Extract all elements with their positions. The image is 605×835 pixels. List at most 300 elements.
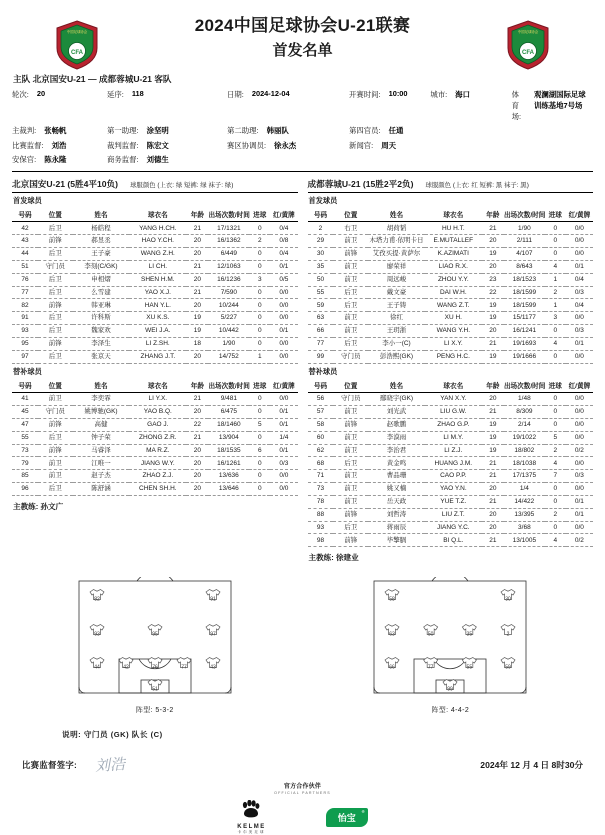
cell-cards: 0/1 [566, 508, 593, 521]
cell-num: 51 [12, 260, 38, 273]
cell-age: 19 [186, 312, 208, 325]
cell-apps: 12/1063 [208, 260, 249, 273]
cell-name: 戴文豪 [368, 286, 425, 299]
cell-num: 97 [12, 350, 38, 363]
cell-pos: 后卫 [333, 286, 368, 299]
cell-name: 江唯一 [73, 457, 130, 470]
cell-apps: 18/1523 [504, 273, 545, 286]
cell-num: 77 [308, 337, 334, 350]
away-coach-label: 主教练: [308, 553, 334, 563]
cell-kit: SHEN H.M. [129, 273, 186, 286]
cell-kit: LIAO R.X. [425, 260, 482, 273]
cell-cards: 0/1 [270, 406, 297, 419]
partners-title: 官方合作伙伴 [283, 784, 322, 791]
cell-age: 21 [186, 431, 208, 444]
cell-num: 2 [308, 222, 334, 235]
meta-field-label: 主裁判: [12, 126, 37, 136]
jersey-marker [206, 625, 220, 638]
cell-cards: 0/3 [270, 457, 297, 470]
cell-cards: 0/0 [566, 418, 593, 431]
cell-apps: 17/1321 [208, 222, 249, 235]
meta-field-label: 延序: [107, 90, 124, 100]
cell-kit: MA R.Z. [129, 444, 186, 457]
cell-pos: 后卫 [333, 337, 368, 350]
cell-apps: 9/481 [208, 393, 249, 406]
cell-goals: 2 [249, 235, 270, 248]
meta-field [349, 125, 593, 136]
cell-num: 57 [308, 406, 334, 419]
cell-num: 88 [308, 508, 334, 521]
cell-name: 郝昱丞 [73, 235, 130, 248]
cell-name: 陈舒涵 [73, 483, 130, 496]
cell-apps: 18/1535 [208, 444, 249, 457]
column-header: 号码 [308, 379, 334, 393]
cell-pos: 守门员 [333, 393, 368, 406]
cell-goals: 0 [249, 457, 270, 470]
cell-num: 85 [12, 470, 38, 483]
home-team-column [12, 178, 298, 563]
cell-num: 55 [308, 286, 334, 299]
cell-cards: 0/3 [566, 325, 593, 338]
cell-cards: 0/2 [566, 444, 593, 457]
column-header: 位置 [38, 208, 73, 222]
cell-kit: XU K.S. [129, 312, 186, 325]
column-header: 年龄 [186, 208, 208, 222]
cell-goals: 0 [545, 325, 566, 338]
cell-kit: LI M.Y. [425, 431, 482, 444]
cell-num: 96 [12, 483, 38, 496]
meta-field [12, 154, 107, 165]
table-row [12, 406, 298, 419]
cell-pos: 后卫 [38, 483, 73, 496]
cell-name: 张京天 [73, 350, 130, 363]
cell-pos: 前锋 [333, 418, 368, 431]
cell-pos: 后卫 [38, 350, 73, 363]
cell-apps: 3/68 [504, 521, 545, 534]
cell-goals: 0 [249, 393, 270, 406]
cell-kit: YAN X.Y. [425, 393, 482, 406]
jersey-marker [90, 658, 104, 671]
home-coach-label: 主教练: [13, 501, 39, 511]
meta-field-value: 张畅帆 [44, 126, 67, 136]
cell-num: 68 [308, 457, 334, 470]
jersey-number: 30 [505, 596, 512, 603]
jersey-number: 50 [428, 631, 434, 638]
cell-goals: 0 [249, 312, 270, 325]
jersey-marker [501, 625, 515, 638]
away-team-name: 成都蓉城U-21 (15胜2平2负) [307, 178, 414, 189]
cell-goals: 5 [249, 418, 270, 431]
jersey-number: 58 [389, 596, 396, 603]
meta-field [227, 89, 349, 122]
table-row [12, 350, 298, 363]
cell-num: 29 [308, 235, 334, 248]
cell-age: 19 [482, 299, 504, 312]
cell-name: 徐红 [368, 312, 425, 325]
cell-apps: 10/442 [208, 325, 249, 338]
cell-kit: YAO Y.N. [425, 483, 482, 496]
jersey-marker [148, 680, 162, 693]
jersey-number: 51 [151, 686, 158, 693]
cell-name: 木塔力甫·依明卡日 [368, 235, 425, 248]
formation-caption: 阵型: [431, 707, 449, 715]
cell-kit: YAO B.Q. [129, 406, 186, 419]
partner-logos [0, 800, 605, 835]
meta-field [12, 125, 107, 136]
cell-num: 62 [308, 444, 334, 457]
table-row [12, 418, 298, 431]
cell-name: 钟子荣 [73, 431, 130, 444]
cell-goals: 0 [545, 495, 566, 508]
column-header: 出场次数/时间 [208, 379, 249, 393]
cell-kit: WEI J.A. [129, 325, 186, 338]
column-header: 姓名 [73, 208, 130, 222]
table-header-row [308, 379, 594, 393]
cell-age: 20 [482, 393, 504, 406]
jersey-marker [206, 658, 220, 671]
cell-cards: 0/0 [270, 393, 297, 406]
cell-pos: 前卫 [333, 406, 368, 419]
table-row [12, 222, 298, 235]
jersey-marker [177, 658, 191, 671]
home-pitch-diagram [75, 577, 235, 697]
column-header: 出场次数/时间 [504, 379, 545, 393]
yiyang-logo: 怡宝 ® [326, 808, 368, 827]
cell-pos: 前卫 [38, 393, 73, 406]
jersey-number: 55 [466, 664, 473, 671]
table-row [12, 312, 298, 325]
cell-name: 刘哲涛 [368, 508, 425, 521]
cell-name: 许科斯 [73, 312, 130, 325]
cell-cards: 1/4 [270, 431, 297, 444]
cell-num: 47 [12, 418, 38, 431]
cell-kit: K.AZIMATI [425, 248, 482, 261]
kelme-logo [237, 800, 266, 835]
cell-cards: 0/0 [566, 222, 593, 235]
cell-apps: 1/48 [504, 393, 545, 406]
cell-cards: 0/0 [566, 483, 593, 496]
cell-apps: 18/1460 [208, 418, 249, 431]
away-starters-table [308, 208, 594, 364]
cell-goals: 4 [545, 260, 566, 273]
cell-name: 胡荷韬 [368, 222, 425, 235]
home-starters-label: 首发球员 [13, 195, 42, 205]
cell-cards: 0/0 [270, 350, 297, 363]
cell-goals: 0 [545, 235, 566, 248]
partners-subtitle: OFFICIAL PARTNERS [274, 791, 331, 796]
column-header: 进球 [249, 208, 270, 222]
cell-pos: 后卫 [333, 299, 368, 312]
cell-apps: 6/449 [208, 248, 249, 261]
cell-apps: 4/107 [504, 248, 545, 261]
cell-apps: 16/1261 [208, 457, 249, 470]
column-header: 出场次数/时间 [504, 208, 545, 222]
jersey-marker [90, 625, 104, 638]
cell-pos: 前卫 [38, 470, 73, 483]
away-team-header [308, 178, 594, 193]
jersey-marker [119, 658, 133, 671]
cell-name: 马睿泽 [73, 444, 130, 457]
cell-name: 赵子杰 [73, 470, 130, 483]
home-substitutes-body [12, 393, 298, 496]
cell-cards: 0/1 [566, 495, 593, 508]
cell-age: 18 [186, 337, 208, 350]
home-formation [12, 577, 298, 715]
cell-goals: 6 [249, 444, 270, 457]
cell-goals: 0 [249, 325, 270, 338]
cell-goals: 0 [249, 337, 270, 350]
cell-age: 21 [186, 286, 208, 299]
away-subs-label: 替补球员 [308, 366, 338, 376]
table-row [12, 286, 298, 299]
cell-goals: 5 [545, 431, 566, 444]
table-row [12, 444, 298, 457]
cell-kit: LI X.Y. [425, 337, 482, 350]
cell-apps: 19/1666 [504, 350, 545, 363]
table-row [308, 495, 594, 508]
cell-apps: 16/1362 [208, 235, 249, 248]
jersey-marker [424, 625, 438, 638]
signature-date: 2024年 12 月 4 日 8时30分 [480, 759, 583, 770]
jersey-number: 95 [151, 631, 158, 638]
cell-kit: LI Z.SH. [129, 337, 186, 350]
match-meta [12, 73, 593, 172]
cell-kit: WANG Z.H. [129, 248, 186, 261]
table-row [308, 431, 594, 444]
column-header: 年龄 [482, 379, 504, 393]
cell-apps: 1/90 [208, 337, 249, 350]
cell-pos: 前卫 [333, 495, 368, 508]
home-team-name: 北京国安U-21 (5胜4平10负) [12, 178, 119, 189]
away-substitutes-body [308, 393, 594, 547]
cell-kit: XU H. [425, 312, 482, 325]
cell-num: 91 [12, 312, 38, 325]
home-coach [12, 501, 298, 512]
cell-kit: DAI W.H. [425, 286, 482, 299]
column-header: 进球 [249, 379, 270, 393]
cell-goals: 1 [249, 350, 270, 363]
column-header: 红/黄牌 [566, 208, 593, 222]
jersey-number: 77 [180, 664, 187, 671]
cell-cards: 0/0 [566, 312, 593, 325]
jersey-number: 91 [209, 596, 216, 603]
home-team-header [12, 178, 298, 193]
column-header: 红/黄牌 [270, 379, 297, 393]
cell-num: 77 [12, 286, 38, 299]
meta-field-label: 城市: [430, 90, 448, 100]
table-row [308, 299, 594, 312]
cell-apps: 6/475 [208, 406, 249, 419]
cell-pos: 后卫 [333, 521, 368, 534]
cell-age: 19 [186, 325, 208, 338]
table-row [12, 483, 298, 496]
cell-age: 22 [482, 286, 504, 299]
cell-pos: 前锋 [333, 508, 368, 521]
table-row [308, 260, 594, 273]
cell-kit: HAO Y.CH. [129, 235, 186, 248]
column-header: 号码 [12, 208, 38, 222]
cell-num: 56 [308, 393, 334, 406]
cell-name: 艾孜买提·黄萨尔 [368, 248, 425, 261]
cell-age: 20 [186, 470, 208, 483]
meta-field [349, 89, 430, 122]
table-row [308, 534, 594, 547]
table-row [308, 418, 594, 431]
cell-pos: 前锋 [38, 337, 73, 350]
meta-field [107, 154, 227, 165]
cell-cards: 0/4 [566, 273, 593, 286]
cell-kit: GAO J. [129, 418, 186, 431]
away-substitutes-table [308, 379, 594, 548]
cell-age: 20 [186, 350, 208, 363]
jersey-number: 76 [151, 664, 158, 671]
cell-kit: WANG Y.H. [425, 325, 482, 338]
cell-name: 李奕霏 [73, 393, 130, 406]
jersey-marker [385, 590, 399, 603]
column-header: 姓名 [368, 379, 425, 393]
cell-goals: 0 [249, 299, 270, 312]
cell-pos: 守门员 [38, 260, 73, 273]
meta-field [227, 125, 349, 136]
jersey-marker [206, 590, 220, 603]
cell-cards: 0/1 [270, 260, 297, 273]
cell-cards: 0/4 [270, 248, 297, 261]
jersey-marker [148, 625, 162, 638]
cell-cards: 0/1 [566, 260, 593, 273]
cell-num: 58 [308, 418, 334, 431]
cell-apps: 13/1005 [504, 534, 545, 547]
cell-goals: 7 [545, 470, 566, 483]
cell-age: 20 [186, 483, 208, 496]
cell-kit: JIANG Y.C. [425, 521, 482, 534]
signature-row [22, 754, 583, 775]
cell-apps: 18/1599 [504, 286, 545, 299]
cell-cards: 0/0 [566, 521, 593, 534]
cell-name: 李泽生 [73, 337, 130, 350]
cell-cards: 0/1 [270, 444, 297, 457]
cell-apps: 14/422 [504, 495, 545, 508]
column-header: 位置 [333, 208, 368, 222]
table-row [308, 222, 594, 235]
meta-field-value: 徐永杰 [274, 140, 297, 150]
table-row [308, 248, 594, 261]
meta-field-label: 日期: [227, 90, 244, 100]
page-subtitle: 首发名单 [272, 41, 333, 59]
cell-pos: 前锋 [38, 418, 73, 431]
cell-name: 姚博驰(GK) [73, 406, 130, 419]
table-row [12, 337, 298, 350]
cell-pos: 后卫 [38, 273, 73, 286]
cell-pos: 后卫 [38, 431, 73, 444]
cell-goals: 2 [545, 508, 566, 521]
jersey-marker [501, 590, 515, 603]
table-row [308, 470, 594, 483]
cell-num: 93 [12, 325, 38, 338]
home-starters-body [12, 222, 298, 363]
cell-age: 20 [482, 508, 504, 521]
meta-field-value: 任通 [388, 126, 404, 136]
cell-name: 李治君 [368, 444, 425, 457]
cell-age: 21 [482, 457, 504, 470]
cell-goals: 0 [545, 483, 566, 496]
cell-age: 20 [186, 444, 208, 457]
column-header: 号码 [308, 208, 334, 222]
meta-field-value: 陈永隆 [44, 154, 67, 164]
jersey-number: 42 [122, 664, 129, 671]
cell-cards: 0/8 [270, 235, 297, 248]
cell-pos: 前卫 [333, 470, 368, 483]
cell-kit: ZHAO Z.J. [129, 470, 186, 483]
cell-num: 43 [12, 235, 38, 248]
cell-apps: 18/1599 [504, 299, 545, 312]
column-header: 红/黄牌 [566, 379, 593, 393]
meta-field-value: 周天 [381, 140, 397, 150]
cell-name: 彭浩熙(GK) [368, 350, 425, 363]
cell-kit: ZHONG Z.R. [129, 431, 186, 444]
table-row [308, 286, 594, 299]
away-formation [308, 577, 594, 715]
cell-kit: CAO P.P. [425, 470, 482, 483]
cell-apps: 10/244 [208, 299, 249, 312]
cell-num: 30 [308, 248, 334, 261]
cell-goals: 0 [249, 286, 270, 299]
table-row [308, 483, 594, 496]
cell-age: 23 [482, 273, 504, 286]
table-row [12, 393, 298, 406]
cell-name: 杨皓程 [73, 222, 130, 235]
table-row [12, 299, 298, 312]
cell-age: 19 [482, 350, 504, 363]
cell-apps: 5/227 [208, 312, 249, 325]
cell-apps: 19/1693 [504, 337, 545, 350]
cell-age: 20 [482, 521, 504, 534]
cell-age: 19 [482, 431, 504, 444]
meta-field-label: 比赛监督: [12, 140, 44, 150]
cell-apps: 18/802 [504, 444, 545, 457]
cell-name: 刘光武 [368, 406, 425, 419]
cell-age: 20 [482, 325, 504, 338]
cell-cards: 0/2 [566, 534, 593, 547]
cell-pos: 前卫 [333, 444, 368, 457]
meta-field [512, 89, 593, 122]
cell-kit: LI Z.J. [425, 444, 482, 457]
cell-kit: ZHAO G.P. [425, 418, 482, 431]
cell-name: 么雪建 [73, 286, 130, 299]
table-row [308, 273, 594, 286]
table-row [12, 470, 298, 483]
cell-cards: 0/0 [270, 470, 297, 483]
cell-kit: LI CH. [129, 260, 186, 273]
column-header: 姓名 [73, 379, 130, 393]
meta-field [12, 89, 107, 122]
cell-goals: 0 [249, 222, 270, 235]
away-coach-name: 徐建业 [335, 553, 359, 563]
cell-age: 20 [186, 406, 208, 419]
supervisor-signature: 刘浩 [94, 757, 126, 776]
cell-kit: PENG H.C. [425, 350, 482, 363]
cell-num: 60 [308, 431, 334, 444]
cell-name: 姚又楠 [368, 483, 425, 496]
cell-kit: HAN Y.L. [129, 299, 186, 312]
cell-kit: E.MUTALLEF [425, 235, 482, 248]
away-kit-colors: 球服颜色 (上衣: 红 短裤: 黑 袜子: 黑) [425, 181, 529, 189]
cell-goals: 0 [249, 431, 270, 444]
cell-goals: 0 [249, 470, 270, 483]
home-formation-label [12, 705, 298, 715]
page-header [0, 0, 605, 66]
cell-cards: 0/0 [566, 248, 593, 261]
cell-num: 79 [12, 457, 38, 470]
